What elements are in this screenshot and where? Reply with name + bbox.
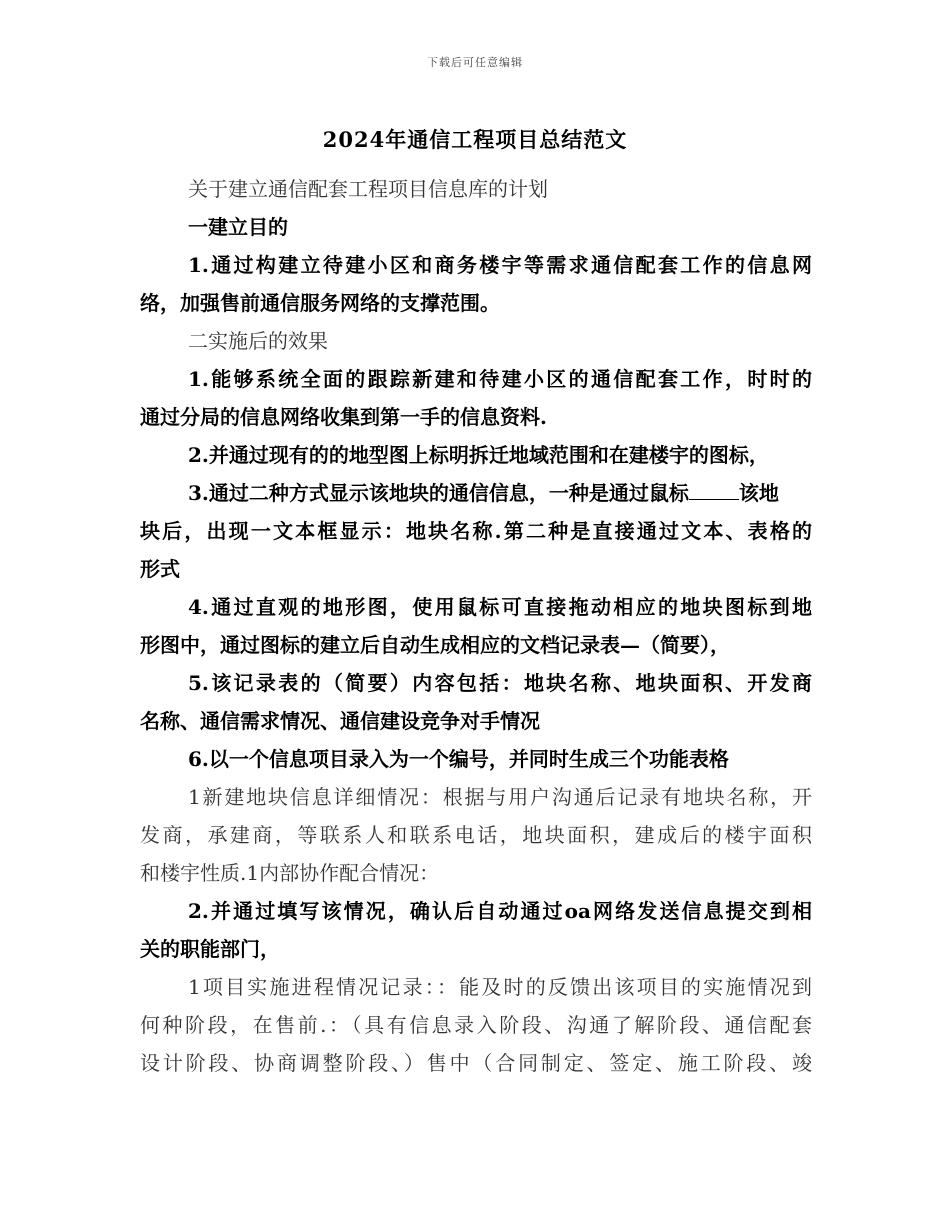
paragraph-line: 名称、通信需求情况、通信建设竞争对手情况 [140, 709, 540, 733]
fill-blank [689, 477, 739, 500]
section-heading: 一建立目的 [188, 215, 288, 239]
paragraph-line: 2.并通过填写该情况，确认后自动通过oa网络发送信息提交到相 [188, 899, 812, 923]
document-body [140, 170, 812, 1082]
paragraph-line: 1项目实施进程情况记录：：能及时的反馈出该项目的实施情况到 [188, 975, 812, 999]
paragraph-line: 1.能够系统全面的跟踪新建和待建小区的通信配套工作，时时的 [188, 367, 812, 391]
paragraph-line: 1新建地块信息详细情况：根据与用户沟通后记录有地块名称，开 [188, 785, 812, 809]
paragraph-line: 5.该记录表的（简要）内容包括：地块名称、地块面积、开发商 [188, 671, 812, 695]
header-note: 下载后可任意编辑 [427, 56, 523, 69]
paragraph-line: 2.并通过现有的的地型图上标明拆迁地域范围和在建楼宇的图标， [188, 443, 769, 467]
paragraph-line: 关的职能部门， [140, 937, 280, 961]
line-segment: 3.通过二种方式显示该地块的通信信息，一种是通过鼠标 [188, 481, 689, 505]
paragraph-line: 络，加强售前通信服务网络的支撑范围。 [140, 291, 500, 315]
paragraph-line: 形图中，通过图标的建立后自动生成相应的文档记录表—（简要）， [140, 633, 730, 657]
paragraph-line: 设计阶段、协商调整阶段、）售中（合同制定、签定、施工阶段、竣 [140, 1051, 812, 1075]
paragraph-line: 形式 [140, 557, 180, 581]
paragraph-line: 1.通过构建立待建小区和商务楼宇等需求通信配套工作的信息网 [188, 253, 812, 277]
paragraph-line [140, 474, 812, 512]
document-title: 2024年通信工程项目总结范文 [322, 127, 628, 152]
paragraph-line: 通过分局的信息网络收集到第一手的信息资料. [140, 405, 547, 429]
paragraph-line: 和楼宇性质.1内部协作配合情况： [140, 861, 440, 885]
paragraph-line: 何种阶段，在售前.：（具有信息录入阶段、沟通了解阶段、通信配套 [140, 1013, 812, 1037]
paragraph-line: 4.通过直观的地形图，使用鼠标可直接拖动相应的地块图标到地 [188, 595, 812, 619]
paragraph-line: 块后，出现一文本框显示：地块名称.第二种是直接通过文本、表格的 [140, 519, 812, 543]
paragraph-line: 关于建立通信配套工程项目信息库的计划 [188, 177, 548, 201]
line-segment: 该地 [738, 481, 779, 505]
section-heading: 二实施后的效果 [188, 329, 328, 353]
paragraph-line: 6.以一个信息项目录入为一个编号，并同时生成三个功能表格 [188, 747, 729, 771]
paragraph-line: 发商，承建商，等联系人和联系电话，地块面积，建成后的楼宇面积 [140, 823, 812, 847]
